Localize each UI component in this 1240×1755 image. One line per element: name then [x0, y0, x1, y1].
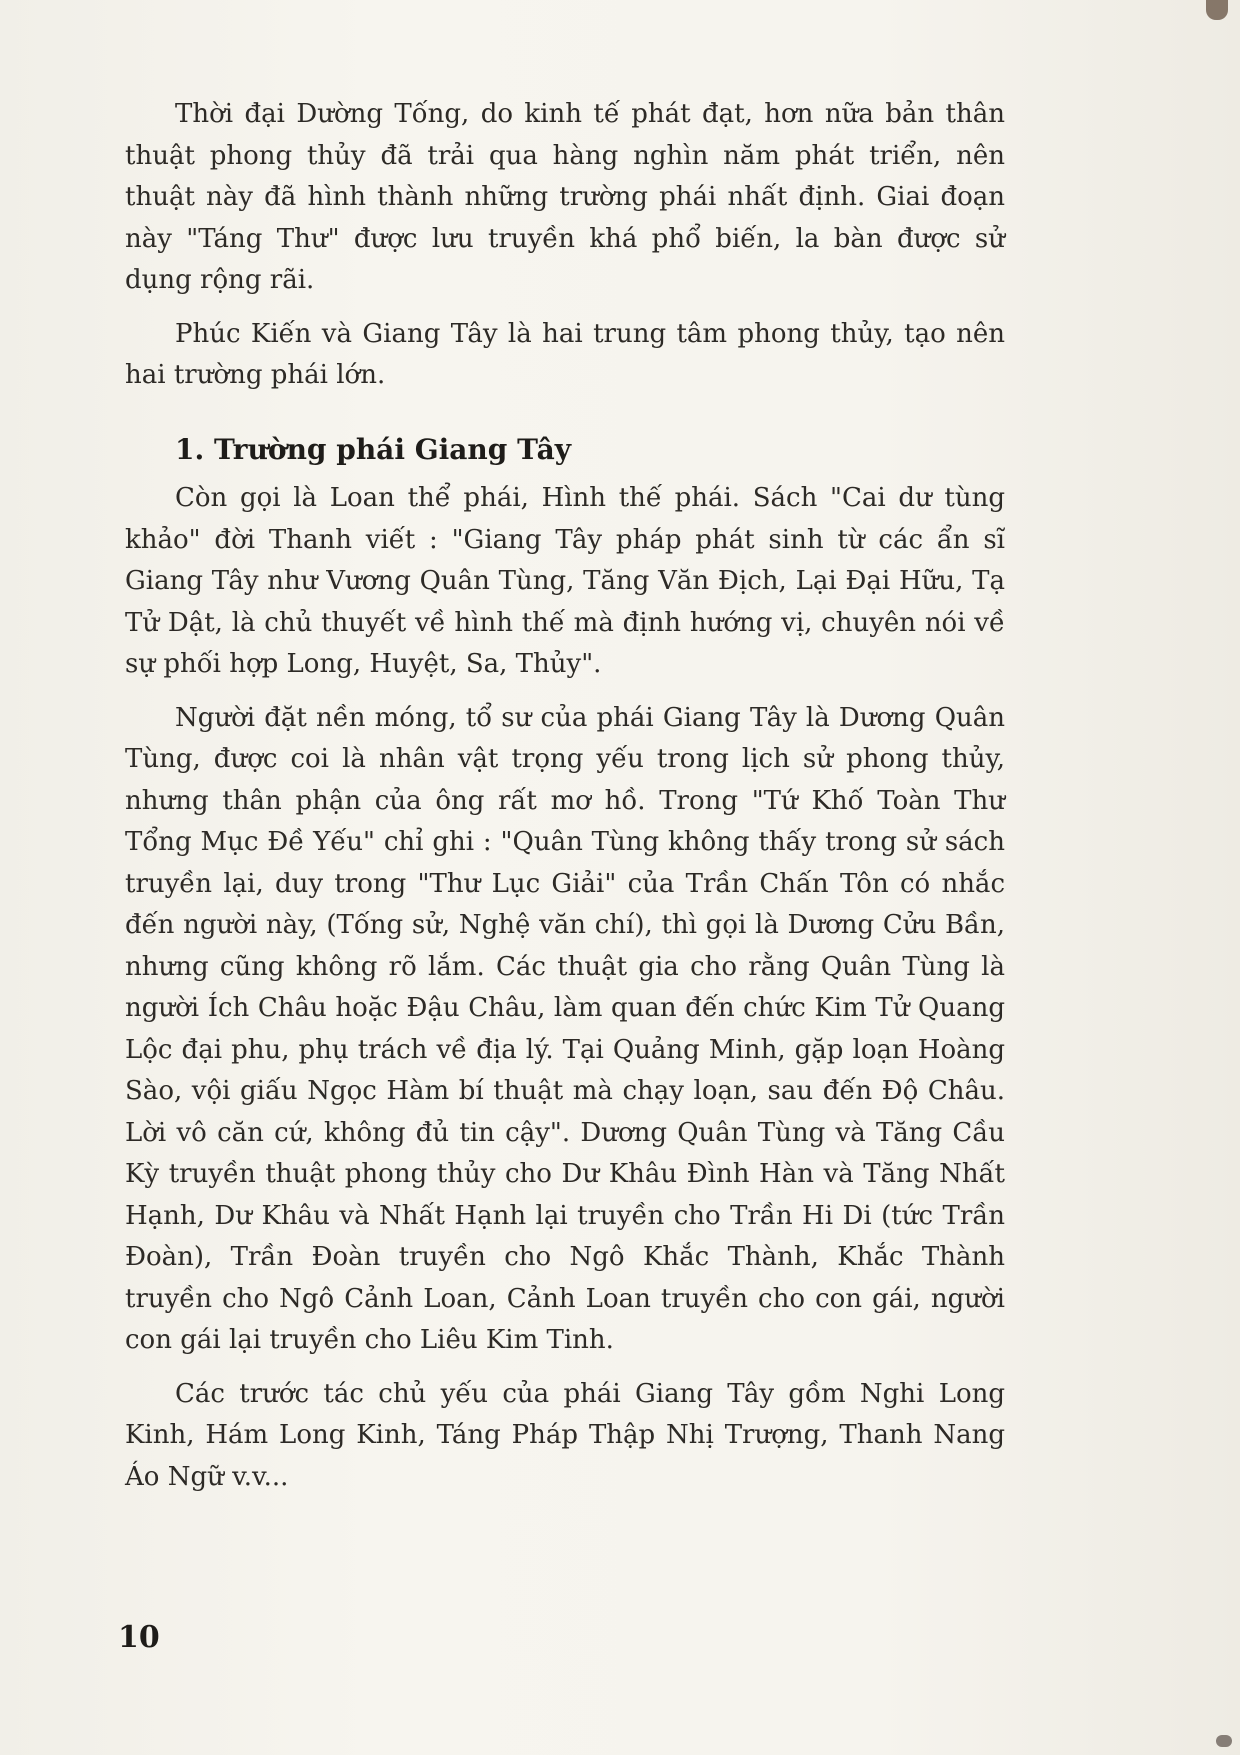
- page-number: 10: [118, 1620, 160, 1655]
- section-paragraph-1: Còn gọi là Loan thể phái, Hình thế phái. Sách "Cai dư tùng khảo" đời Thanh viết : "Giang Tây pháp phát sinh từ các ẩn sĩ Giang Tây như Vương Quân Tùng, Tăng Văn Địch, Lại Đại Hữu, Tạ Tử Dật, là chủ thuyết về hình thế mà định hướng vị, chuyên nói về sự phối hợp Long, Huyệt, Sa, Thủy".: [125, 483, 1005, 679]
- page-body: [125, 94, 1005, 1498]
- section-heading: 1. Trường phái Giang Tây: [175, 432, 572, 466]
- section-paragraph-3: Các trước tác chủ yếu của phái Giang Tây gồm Nghi Long Kinh, Hám Long Kinh, Táng Pháp Thập Nhị Trượng, Thanh Nang Áo Ngữ v.v...: [125, 1378, 1005, 1492]
- section-paragraph-2: Người đặt nền móng, tổ sư của phái Giang Tây là Dương Quân Tùng, được coi là nhân vật trọng yếu trong lịch sử phong thủy, nhưng thân phận của ông rất mơ hồ. Trong "Tứ Khố Toàn Thư Tổng Mục Đề Yếu" chỉ ghi : "Quân Tùng không thấy trong sử sách truyền lại, duy trong "Thư Lục Giải" của Trần Chấn Tôn có nhắc đến người này, (Tống sử, Nghệ văn chí), thì gọi là Dương Cửu Bần, nhưng cũng không rõ lắm. Các thuật gia cho rằng Quân Tùng là người Ích Châu hoặc Đậu Châu, làm quan đến chức Kim Tử Quang Lộc đại phu, phụ trách về địa lý. Tại Quảng Minh, gặp loạn Hoàng Sào, vội giấu Ngọc Hàm bí thuật mà chạy loạn, sau đến Độ Châu. Lời vô căn cứ, không đủ tin cậy". Dương Quân Tùng và Tăng Cầu Kỳ truyền thuật phong thủy cho Dư Khâu Đình Hàn và Tăng Nhất Hạnh, Dư Khâu và Nhất Hạnh lại truyền cho Trần Hi Di (tức Trần Đoàn), Trần Đoàn truyền cho Ngô Khắc Thành, Khắc Thành truyền cho Ngô Cảnh Loan, Cảnh Loan truyền cho con gái, người con gái lại truyền cho Liêu Kim Tinh.: [125, 702, 1005, 1355]
- page-corner-shadow-bottom: [1216, 1735, 1232, 1747]
- page-corner-shadow: [1206, 0, 1228, 20]
- paragraph-intro-1: Thời đại Dường Tống, do kinh tế phát đạt, hơn nữa bản thân thuật phong thủy đã trải qua hàng nghìn năm phát triển, nên thuật này đã hình thành những trường phái nhất định. Giai đoạn này "Táng Thư" được lưu truyền khá phổ biến, la bàn được sử dụng rộng rãi.: [125, 99, 1005, 295]
- paragraph-intro-2: Phúc Kiến và Giang Tây là hai trung tâm phong thủy, tạo nên hai trường phái lớn.: [125, 318, 1005, 390]
